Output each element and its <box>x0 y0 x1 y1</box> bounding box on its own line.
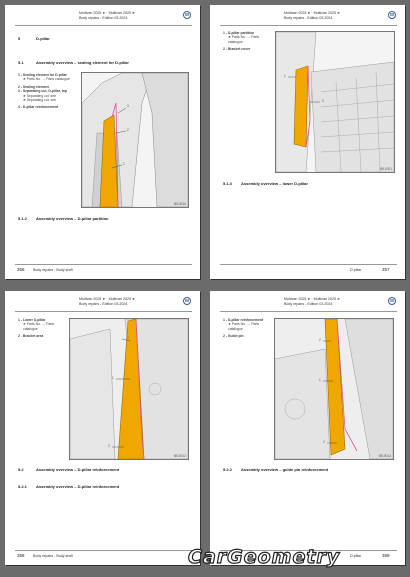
footer-text: Body repairs - Body shell <box>33 554 73 558</box>
figure-d-pillar-sealing <box>81 72 189 208</box>
legend-item-4: 4 - D-pillar reinforcement <box>18 105 59 110</box>
callout-2-top: 2 <box>127 336 129 340</box>
header-divider <box>15 25 192 26</box>
figure-code: B5-0013 <box>378 454 391 458</box>
legend <box>223 31 271 52</box>
subsection-number: 5.2 <box>18 467 24 472</box>
section-title: D-pillar <box>36 36 50 41</box>
legend-item-2: 2 - Bracket cover <box>223 47 251 52</box>
legend-item-2: 2 - Bracket area <box>18 334 44 339</box>
manual-page-357 <box>210 5 405 279</box>
page-number: 359 <box>382 553 390 558</box>
subsection-number: 5.1.2 <box>18 216 27 221</box>
vw-logo-icon: W <box>184 12 190 17</box>
vw-logo-icon: W <box>184 298 190 303</box>
legend-note: ➤ Parts No. → Parts catalogue <box>23 322 55 331</box>
subsection-number: 5.1.3 <box>223 181 232 186</box>
legend-item-3: 3 - Separating cut, D-pillar, top <box>18 89 67 94</box>
page-number: 357 <box>382 267 390 272</box>
legend-note: ➤ Parts No. → Parts catalogue <box>228 322 260 331</box>
subsection-title: Assembly overview – sealing element for D-pillar <box>36 60 129 65</box>
subsection-title: Assembly overview – D-pillar reinforcement <box>36 467 120 472</box>
figure-d-pillar-reinforcement <box>274 318 394 460</box>
header-divider <box>220 25 397 26</box>
vw-logo-icon: W <box>389 298 395 303</box>
legend-item-1: 1 - Sealing element for D-pillar <box>18 73 67 77</box>
floor-and-pillar-illustration <box>276 32 394 172</box>
callout-1: 1 <box>319 378 321 382</box>
legend-item-1: 1 - Lower D-pillar <box>18 318 46 322</box>
manual-page-359 <box>210 291 405 565</box>
legend <box>18 318 66 339</box>
figure-code: B5-0010 <box>173 202 186 206</box>
legend-note: ➤ Parts No. → Parts catalogue <box>228 35 260 44</box>
legend <box>223 318 271 339</box>
callout-2-bottom: 2 <box>108 444 110 448</box>
subsection-title: Assembly overview – guide pin reinforcement <box>241 467 329 472</box>
legend-item-2: 2 - Sealing element <box>18 84 49 89</box>
subsection-title: Assembly overview – D-pillar partition <box>36 216 109 221</box>
subsection-title: Assembly overview – D-pillar reinforcement <box>36 484 120 489</box>
page-number: 356 <box>17 267 25 272</box>
figure-d-pillar-partition <box>275 31 395 173</box>
manual-page-358 <box>5 291 200 565</box>
figure-lower-d-pillar <box>69 318 189 460</box>
header-divider <box>220 311 397 312</box>
legend-item-2: 2 - Guide pin <box>223 334 244 339</box>
figure-code: B5-0012 <box>173 454 186 458</box>
d-pillar-reinforcement-illustration <box>275 319 393 459</box>
legend-note: ➤ Parts No. → Parts catalogue <box>23 77 70 82</box>
section-number: 5 <box>18 36 21 41</box>
header-line-2: Body repairs - Edition 03.2024 <box>284 302 333 306</box>
subsection-number: 5.1 <box>18 60 24 65</box>
header-line-2: Body repairs - Edition 03.2024 <box>79 302 128 306</box>
header-line-2: Body repairs - Edition 03.2024 <box>79 16 128 20</box>
legend-item-1: 1 - D-pillar partition <box>223 31 255 35</box>
header-line-1: Multivan 2025 ➤ · Multivan 2025 ➤ <box>284 11 340 15</box>
callout-2-bottom: 2 <box>323 440 325 444</box>
callout-1: 1 <box>112 376 114 380</box>
subsection-title: Assembly overview – lower D-pillar <box>241 181 308 186</box>
callout-1: 1 <box>123 162 125 166</box>
callout-3: 3 <box>127 104 129 108</box>
footer-text: D-pillar <box>350 268 362 272</box>
figure-code: B5-0011 <box>380 167 392 171</box>
footer-divider <box>15 550 192 551</box>
callout-1: 1 <box>284 74 286 78</box>
header-divider <box>15 311 192 312</box>
header-line-1: Multivan 2025 ➤ · Multivan 2025 ➤ <box>284 297 340 301</box>
callout-2-top: 2 <box>319 338 321 342</box>
header-line-1: Multivan 2025 ➤ · Multivan 2025 ➤ <box>79 297 135 301</box>
d-pillar-illustration <box>82 73 188 207</box>
legend <box>18 73 80 110</box>
footer-text: Body repairs - Body shell <box>33 268 73 272</box>
footer-text: D-pillar <box>350 554 362 558</box>
cargeometry-watermark: CarGeometry <box>188 546 341 568</box>
callout-2: 2 <box>127 128 129 132</box>
subsection-number: 5.2.1 <box>18 484 27 489</box>
subsection-number: 5.2.2 <box>223 467 232 472</box>
manual-page-356 <box>5 5 200 279</box>
legend-note: ➤ Separating cut: see <box>23 93 56 98</box>
callout-2: 2 <box>322 99 324 103</box>
header-line-1: Multivan 2025 ➤ · Multivan 2025 ➤ <box>79 11 135 15</box>
lower-d-pillar-illustration <box>70 319 188 459</box>
vw-logo-icon: W <box>389 12 395 17</box>
header-line-2: Body repairs - Edition 03.2024 <box>284 16 333 20</box>
legend-item-1: 1 - D-pillar reinforcement <box>223 318 264 322</box>
footer-divider <box>220 264 397 265</box>
page-number: 358 <box>17 553 25 558</box>
legend-note: ➤ Separating cut: see <box>23 98 56 103</box>
footer-divider <box>15 264 192 265</box>
